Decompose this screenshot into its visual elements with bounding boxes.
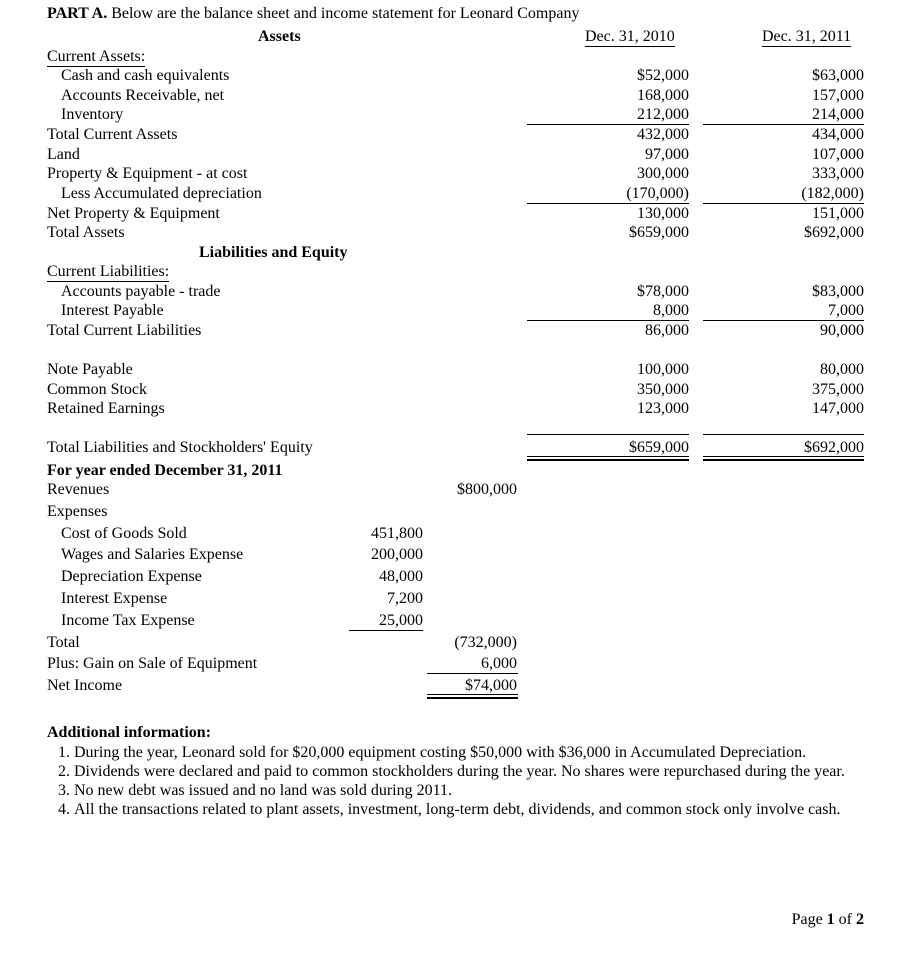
liab-row-label: Note Payable: [47, 361, 133, 378]
page-number: [792, 912, 864, 928]
liab-row-2011: 375,000: [812, 381, 864, 398]
liab-row-label: Retained Earnings: [47, 400, 165, 417]
page-title: [47, 6, 579, 22]
asset-row-2011: 157,000: [812, 87, 864, 104]
liab-row-2010: 350,000: [637, 381, 689, 398]
liab-row-2011: $692,000: [804, 439, 864, 456]
asset-row-2010: 300,000: [637, 165, 689, 182]
liab-row-label: Interest Payable: [61, 302, 164, 319]
expense-value: 451,800: [371, 525, 423, 542]
liab-row-2011: 80,000: [820, 361, 864, 378]
asset-row-2011: 434,000: [812, 126, 864, 143]
page-prefix: Page: [791, 911, 827, 928]
net-income-label: Net Income: [47, 677, 123, 694]
asset-row-label: Accounts Receivable, net: [61, 87, 225, 104]
subtotal-rule: [703, 203, 864, 204]
gain-label: Plus: Gain on Sale of Equipment: [47, 655, 258, 672]
asset-row-2010: 97,000: [645, 146, 689, 163]
liab-row-2010: 123,000: [637, 400, 689, 417]
asset-row-label: Property & Equipment - at cost: [47, 165, 248, 182]
info-item: 3. No new debt was issued and no land was sold during 2011.: [74, 781, 867, 800]
asset-row-2011: (182,000): [801, 185, 864, 202]
asset-row-2010: $659,000: [629, 224, 689, 241]
subtotal-rule: [527, 203, 689, 204]
additional-information: [47, 723, 867, 819]
info-item: 2. Dividends were declared and paid to common stockholders during the year. No shares were repurchased during the year.: [74, 762, 867, 781]
info-item: 1. During the year, Leonard sold for $20,000 equipment costing $50,000 with $36,000 in Accumulated Depreciation.: [74, 743, 867, 762]
asset-row-2010: $52,000: [637, 67, 689, 84]
expense-label: Income Tax Expense: [61, 612, 195, 629]
page-mid: of: [834, 911, 856, 928]
col-2011-header: Dec. 31, 2011: [762, 28, 852, 45]
total-value: (732,000): [454, 634, 517, 651]
current-liabilities-header: Current Liabilities:: [47, 263, 170, 280]
liab-row-2010: 100,000: [637, 361, 689, 378]
revenues-value: $800,000: [457, 481, 517, 498]
expense-label: Depreciation Expense: [61, 568, 202, 585]
asset-row-2010: 212,000: [637, 106, 689, 123]
asset-row-label: Cash and cash equivalents: [61, 67, 230, 84]
current-assets-header: Current Assets:: [47, 48, 146, 65]
double-underline: [427, 694, 518, 699]
gain-value: 6,000: [481, 655, 517, 672]
double-underline: [527, 456, 689, 461]
expenses-label: Expenses: [47, 503, 108, 520]
asset-row-2011: 214,000: [812, 106, 864, 123]
asset-row-2010: 432,000: [637, 126, 689, 143]
expense-label: Cost of Goods Sold: [61, 525, 187, 542]
assets-header: Assets: [258, 28, 301, 45]
revenues-label: Revenues: [47, 481, 110, 498]
asset-row-2011: 333,000: [812, 165, 864, 182]
title-part-label: PART A.: [47, 5, 108, 22]
asset-row-label: Land: [47, 146, 80, 163]
info-item: 4. All the transactions related to plant assets, investment, long-term debt, dividends, and common stock only involve cash.: [74, 800, 867, 819]
liab-row-2010: 8,000: [653, 302, 689, 319]
liab-row-label: Total Current Liabilities: [47, 322, 202, 339]
income-statement-header: For year ended December 31, 2011: [47, 462, 283, 479]
asset-row-2010: (170,000): [626, 185, 689, 202]
liab-row-2011: 7,000: [828, 302, 864, 319]
liab-row-2010: $659,000: [629, 439, 689, 456]
expense-label: Wages and Salaries Expense: [61, 546, 244, 563]
expense-value: 25,000: [379, 612, 423, 629]
liab-row-label: Total Liabilities and Stockholders' Equity: [47, 439, 313, 456]
subtotal-rule: [527, 320, 689, 321]
expense-value: 200,000: [371, 546, 423, 563]
additional-info-header: Additional information:: [47, 724, 212, 741]
asset-row-2011: 107,000: [812, 146, 864, 163]
asset-row-label: Total Current Assets: [47, 126, 178, 143]
asset-row-2011: 151,000: [812, 205, 864, 222]
net-income-value: $74,000: [465, 677, 517, 694]
expense-value: 7,200: [387, 590, 423, 607]
liabilities-header: Liabilities and Equity: [199, 244, 348, 261]
expense-label: Interest Expense: [61, 590, 168, 607]
page-current: 1: [826, 911, 835, 928]
asset-row-2010: 130,000: [637, 205, 689, 222]
asset-row-2011: $63,000: [812, 67, 864, 84]
total-rule: [703, 434, 864, 435]
asset-row-label: Inventory: [61, 106, 124, 123]
asset-row-label: Net Property & Equipment: [47, 205, 220, 222]
expense-subtotal-rule: [349, 630, 423, 631]
liab-row-2011: 147,000: [812, 400, 864, 417]
liab-row-2011: $83,000: [812, 283, 864, 300]
total-label: Total: [47, 634, 80, 651]
liab-row-label: Accounts payable - trade: [61, 283, 221, 300]
expense-value: 48,000: [379, 568, 423, 585]
asset-row-2011: $692,000: [804, 224, 864, 241]
subtotal-rule: [527, 124, 689, 125]
liab-row-label: Common Stock: [47, 381, 148, 398]
double-underline: [703, 456, 864, 461]
title-text: Below are the balance sheet and income statement for Leonard Company: [107, 5, 580, 22]
liab-row-2011: 90,000: [820, 322, 864, 339]
page-total: 2: [856, 911, 864, 928]
col-2010-header: Dec. 31, 2010: [585, 28, 675, 45]
asset-row-label: Total Assets: [47, 224, 125, 241]
total-rule: [527, 434, 689, 435]
asset-row-label: Less Accumulated depreciation: [61, 185, 262, 202]
net-subtotal-rule: [427, 673, 518, 674]
subtotal-rule: [703, 124, 864, 125]
liab-row-2010: 86,000: [645, 322, 689, 339]
asset-row-2010: 168,000: [637, 87, 689, 104]
liab-row-2010: $78,000: [637, 283, 689, 300]
subtotal-rule: [703, 320, 864, 321]
